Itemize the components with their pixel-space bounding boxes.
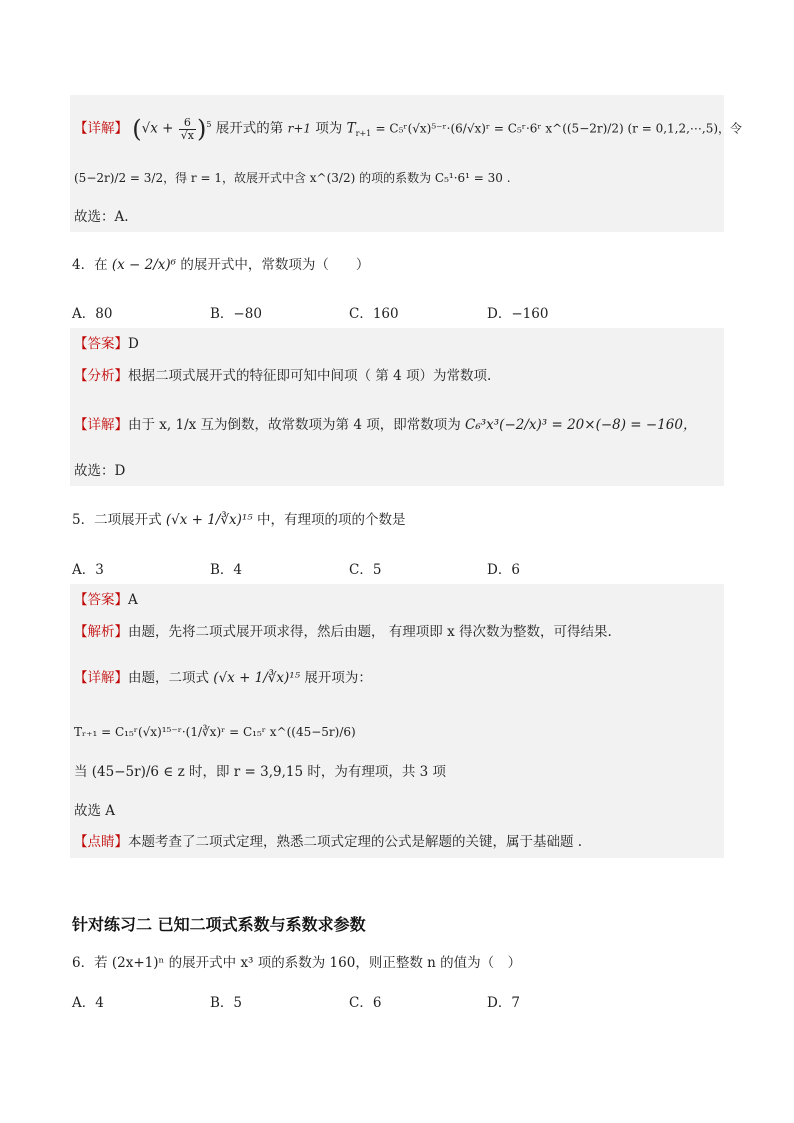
q4-choice: 故选：D bbox=[74, 463, 126, 479]
detail-line-2: (5−2r)/2 = 3/2，得 r = 1，故展开式中含 x^(3/2) 的项的系数为 C₅¹·6¹ = 30 . bbox=[74, 171, 511, 185]
question-5-stem: 5．二项展开式 (√x + 1/∛x)¹⁵ 中，有理项的项的个数是 bbox=[72, 512, 406, 528]
q5-formula: Tᵣ₊₁ = C₁₅ʳ(√x)¹⁵⁻ʳ·(1/∛x)ʳ = C₁₅ʳ x^((45−5r)/6) bbox=[74, 725, 356, 739]
q5-detail: 【详解】由题，二项式 (√x + 1/∛x)¹⁵ 展开项为： bbox=[74, 670, 372, 686]
q5-remark: 【点睛】本题考查了二项式定理，熟悉二项式定理的公式是解题的关键，属于基础题 . bbox=[74, 834, 583, 850]
q5-option-d: D．6 bbox=[487, 562, 520, 578]
binomial-term-formula: = C₅ʳ(√x)⁵⁻ʳ·(6/√x)ʳ = C₅ʳ·6ʳ x^((5−2r)/2) (r = 0,1,2,⋯,5)，令 bbox=[375, 121, 743, 136]
detail-line-1: 【详解】 (√x + $\frac{6}{√x}$ )$^5$ 展开式的第 r+1 项为 $T_{r+1}$ = C₅ʳ(√x)⁵⁻ʳ·(6/√x)ʳ = C₅ʳ·6ʳ x^((5−2r)/2) (r = 0,1,2,⋯,5)，令 bbox=[74, 115, 743, 143]
q5-option-b: B．4 bbox=[210, 562, 243, 578]
q5-answer: 【答案】A bbox=[74, 592, 138, 608]
detail-tag: 【详解】 bbox=[74, 120, 128, 137]
q4-analysis: 【分析】根据二项式展开式的特征即可知中间项（ 第 4 项）为常数项. bbox=[74, 368, 492, 384]
q4-option-b: B．−80 bbox=[210, 306, 262, 322]
q5-option-c: C．5 bbox=[349, 562, 382, 578]
q6-option-a: A．4 bbox=[72, 995, 104, 1011]
q5-condition: 当 (45−5r)/6 ∈ z 时，即 r = 3,9,15 时，为有理项，共 3 项 bbox=[74, 764, 447, 780]
choice-line: 故选：A. bbox=[74, 209, 129, 225]
q5-option-a: A．3 bbox=[72, 562, 104, 578]
q5-analysis: 【解析】由题，先将二项式展开项求得，然后由题， 有理项即 x 得次数为整数，可得结果. bbox=[74, 624, 612, 640]
q6-option-b: B．5 bbox=[210, 995, 243, 1011]
q6-option-c: C．6 bbox=[349, 995, 382, 1011]
question-4-stem: 4．在 (x − 2/x)⁶ 的展开式中，常数项为（ ） bbox=[72, 257, 370, 273]
section-title: 针对练习二 已知二项式系数与系数求参数 bbox=[72, 915, 366, 934]
q6-option-d: D．7 bbox=[487, 995, 520, 1011]
q4-detail: 【详解】由于 x, 1/x 互为倒数，故常数项为第 4 项，即常数项为 C₆³x³(−2/x)³ = 20×(−8) = −160， bbox=[74, 417, 697, 433]
q4-option-c: C．160 bbox=[349, 306, 399, 322]
question-6-stem: 6．若 (2x+1)ⁿ 的展开式中 x³ 项的系数为 160，则正整数 n 的值为（ ） bbox=[72, 955, 522, 971]
q4-answer: 【答案】D bbox=[74, 336, 139, 352]
q5-choice: 故选 A bbox=[74, 803, 116, 819]
q4-option-a: A．80 bbox=[72, 306, 113, 322]
q4-option-d: D．−160 bbox=[487, 306, 549, 322]
solution-block-4 bbox=[70, 328, 724, 486]
